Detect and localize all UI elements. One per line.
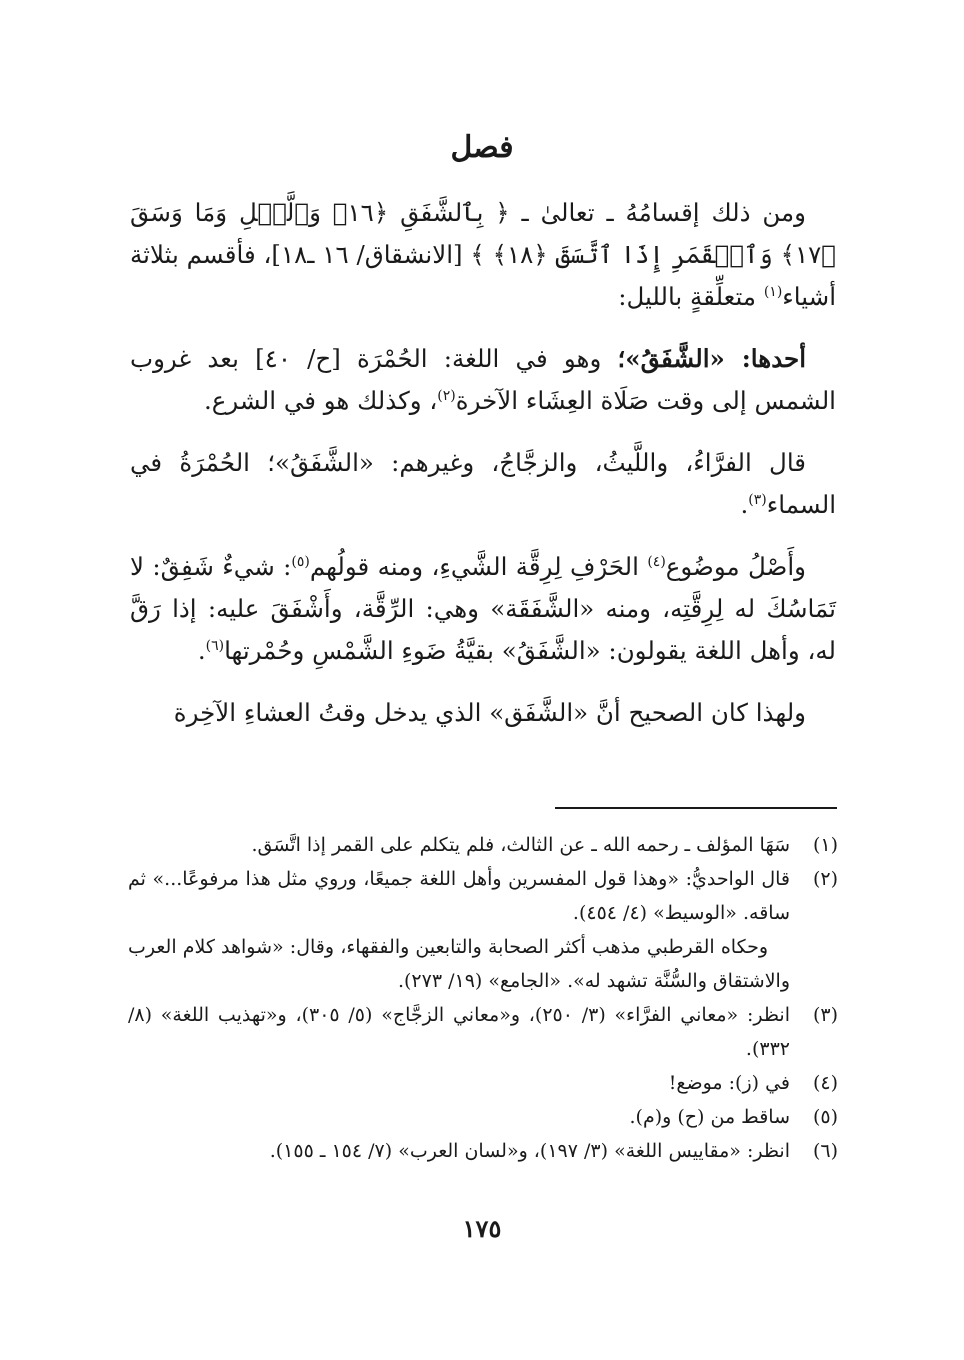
footnote-divider [555,807,837,809]
footnote-number: (٢) [812,868,838,890]
paragraph-text: ومن ذلك إقسامُهُ ـ تعالىٰ ـ ﴿ بِٱلشَّفَقِ ﴿١٦﴾ وَٱلَّيۡلِ وَمَا وَسَقَ ﴿١٧﴾ وَٱلۡقَمَرِ إِذَا ٱتَّسَقَ ﴿١٨﴾ ﴾ [الانشقاق/ ١٦ ـ١٨]، فأقسم بثلاثة أشياء [130,198,836,311]
footnote-ref[interactable]: (٣) [748,491,767,508]
footnote-text: انظر: «مقاييس اللغة» (٣/ ١٩٧)، و«لسان العرب» (٧/ ١٥٤ ـ ١٥٥). [269,1140,790,1162]
footnote-item [128,828,838,862]
footnote-number: (٦) [812,1140,838,1162]
paragraph-4 [130,546,836,672]
paragraph-text: ولهذا كان الصحيح أنَّ «الشَّفَق» الذي يدخل وقتُ العشاءِ الآخِرة [173,698,806,727]
footnote-ref[interactable]: (٥) [291,553,310,570]
footnote-number: (٥) [812,1106,838,1128]
paragraph-text: . [197,636,206,665]
footnote-item [128,998,838,1066]
footnote-number: (٣) [812,1004,838,1026]
footnote-item [128,1134,838,1168]
footnote-ref[interactable]: (١) [763,283,783,300]
footnote-text: ساقط من (ح) و(م). [629,1106,790,1128]
footnote-text: سَهَا المؤلف ـ رحمه الله ـ عن الثالث، فلم يتكلم على القمر إذا اتَّسَق. [251,834,790,856]
paragraph-3 [130,442,836,526]
footnotes [128,828,838,1168]
footnote-item [128,862,838,930]
footnote-number: (٤) [812,1072,838,1094]
footnote-ref[interactable]: (٤) [647,553,666,570]
paragraph-lead: أحدها: «الشَّفَقُ»؛ [617,344,807,373]
footnote-number: (١) [812,834,838,856]
footnote-ref[interactable]: (٦) [205,637,225,654]
footnote-item [128,1066,838,1100]
paragraph-text: وهو في اللغة: الحُمْرَة [ح/ ٤٠] بعد غروب الشمس إلى وقت صَلَاة العِشَاء الآخرة [130,344,836,415]
paragraph-text: متعلِّقةٍ بالليل: [618,282,764,311]
footnote-ref[interactable]: (٢) [437,387,456,404]
footnote-text: قال الواحديُّ: «وهذا قول المفسرين وأهل اللغة جميعًا، وروي مثل هذا مرفوعًا...» ثم ساقه. «الوسيط» (٤/ ٤٥٤). [128,868,790,924]
paragraph-5 [130,692,836,734]
paragraph-text: ، وكذلك هو في الشرع. [204,386,438,415]
footnote-text: في (ز): موضع! [668,1072,790,1094]
paragraph-text: وأَصْلُ موضُوع [665,552,806,581]
paragraph-text: : شيءٌ شَفِقٌ: لا تَمَاسُكَ له لِرِقَّتِه، ومنه «الشَّفَقَة» وهي: الرِّقَّة، وأَشْفَقَ عليه: إذا رَقَّ له، وأهل اللغة يقولون: «الشَّفَقُ» بقيَّةُ ضَوءِ الشَّمْسِ وحُمْرتها [130,552,836,665]
paragraph-2 [130,338,836,422]
footnote-continuation: وحكاه القرطبي مذهب أكثر الصحابة والتابعين والفقهاء، وقال: «شواهد كلام العرب والاشتقاق والسُّنَّة تشهد له». «الجامع» (١٩/ ٢٧٣). [128,936,790,992]
chapter-title: فصل [450,130,514,165]
page-number: ١٧٥ [462,1214,502,1243]
paragraph-text: الحَرْفِ لِرِقَّة الشَّيءِ، ومنه قولُهم [309,552,648,581]
main-text [130,192,836,754]
footnote-item [128,1100,838,1134]
paragraph-1 [130,192,836,318]
footnote-text: انظر: «معاني الفرَّاء» (٣/ ٢٥٠)، و«معاني الزجَّاج» (٥/ ٣٠٥)، و«تهذيب اللغة» (٨/ ٣٣٢). [128,1004,790,1060]
paragraph-text: . [740,490,749,519]
paragraph-text: قال الفرَّاءُ، واللَّيثُ، والزجَّاجُ، وغيرهم: «الشَّفَقُ»؛ الحُمْرَةُ في السماء [130,448,836,519]
